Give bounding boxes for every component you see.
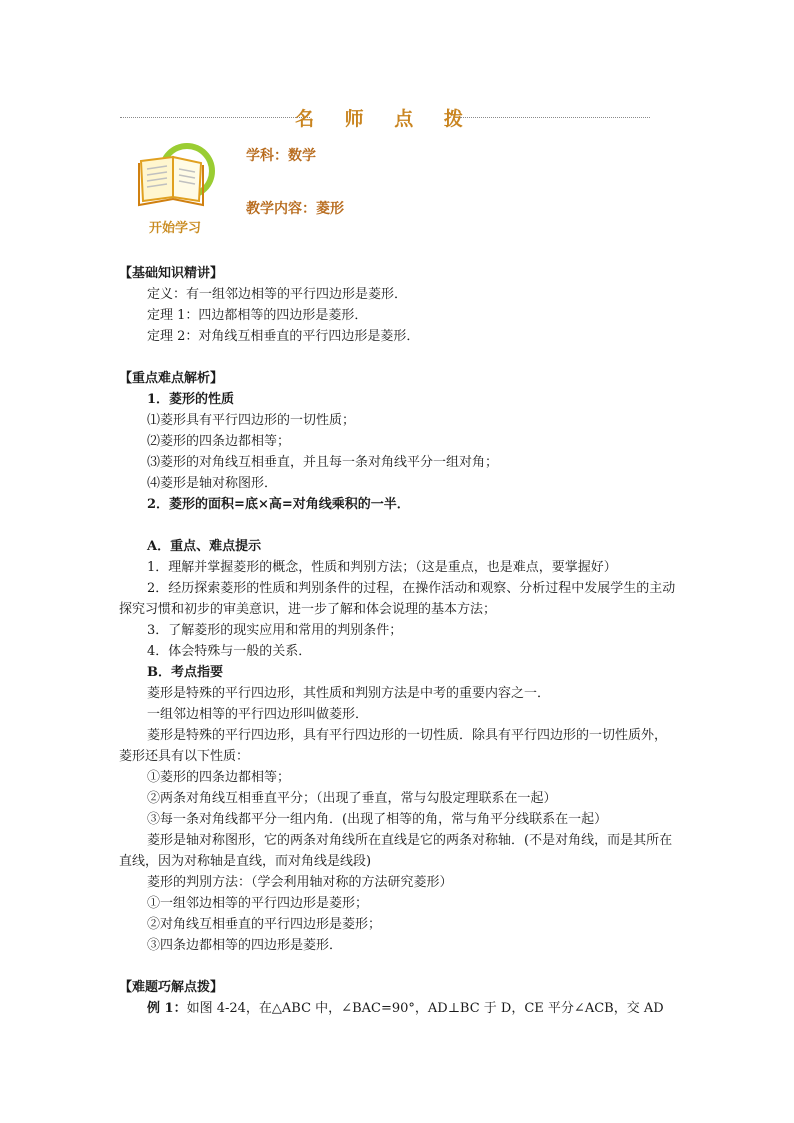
- section-basics-title: 【基础知识精讲】: [119, 266, 224, 281]
- section-key-points-title: 【重点难点解析】: [119, 371, 224, 386]
- list-item: ①一组邻边相等的平行四边形是菱形；: [147, 896, 369, 911]
- key-point-item: 4．体会特殊与一般的关系．: [147, 644, 312, 659]
- property-item: ⑷菱形是轴对称图形．: [147, 476, 278, 491]
- theorem-2-line: 定理 2：对角线互相垂直的平行四边形是菱形．: [147, 329, 420, 344]
- list-item: ③每一条对角线都平分一组内角．(出现了相等的角，常与角平分线联系在一起）: [147, 812, 608, 827]
- list-item: ③四条边都相等的四边形是菱形．: [147, 938, 343, 953]
- area-formula-heading: 2．菱形的面积=底×高=对角线乘积的一半．: [147, 497, 410, 512]
- start-learning-logo: [137, 141, 219, 237]
- example-label: 例 1：: [147, 1001, 187, 1016]
- key-point-item: 2．经历探索菱形的性质和判别条件的过程，在操作活动和观察、分析过程中发展学生的主动探究习惯和初步的审美意识，进一步了解和体会说理的基本方法；: [119, 581, 676, 617]
- example-1-line: [119, 998, 679, 1019]
- list-item: ②对角线互相垂直的平行四边形是菱形；: [147, 917, 382, 932]
- paragraph: 菱形的判別方法：（学会利用轴对称的方法研究菱形）: [147, 875, 453, 890]
- subject-label: 学科：数学: [246, 148, 316, 164]
- example-text: 如图 4-24，在△ABC 中，∠BAC=90°，AD⊥BC 于 D，CE 平分∠ACB，交 AD: [186, 1001, 664, 1016]
- paragraph: 菱形是特殊的平行四边形，其性质和判别方法是中考的重要内容之一．: [147, 686, 551, 701]
- document-body: [119, 263, 679, 1019]
- section-hard-problems-title: 【难题巧解点拨】: [119, 980, 224, 995]
- header-title: 名 师 点 拨: [295, 108, 475, 130]
- property-item: ⑵菱形的四条边都相等；: [147, 434, 291, 449]
- key-point-item: 3．了解菱形的现实应用和常用的判别条件；: [147, 623, 403, 638]
- header-divider-right: [460, 117, 650, 118]
- definition-line: 定义：有一组邻边相等的平行四边形是菱形．: [147, 287, 408, 302]
- subsection-a-title: A．重点、难点提示: [147, 539, 262, 554]
- property-item: ⑴菱形具有平行四边形的一切性质；: [147, 413, 356, 428]
- subsection-b-title: B．考点指要: [147, 665, 223, 680]
- logo-label: 开始学习: [149, 221, 202, 236]
- theorem-1-line: 定理 1：四边都相等的四边形是菱形．: [147, 308, 368, 323]
- content-label: 教学内容：菱形: [246, 201, 344, 217]
- property-item: ⑶菱形的对角线互相垂直，并且每一条对角线平分一组对角；: [147, 455, 499, 470]
- list-item: ①菱形的四条边都相等；: [147, 770, 291, 785]
- key-point-item: 1．理解并掌握菱形的概念，性质和判别方法；（这是重点，也是难点，要掌握好）: [147, 560, 617, 575]
- paragraph: 菱形是轴对称图形，它的两条对角线所在直线是它的两条对称轴．(不是对角线，而是其所在直线，因为对称轴是直线，而对角线是线段): [119, 833, 673, 869]
- paragraph: 菱形是特殊的平行四边形，具有平行四边形的一切性质．除具有平行四边形的一切性质外，菱形还具有以下性质：: [119, 728, 668, 764]
- list-item: ②两条对角线互相垂直平分；（出现了垂直，常与勾股定理联系在一起）: [147, 791, 557, 806]
- paragraph: 一组邻边相等的平行四边形叫做菱形．: [147, 707, 369, 722]
- page-header: [120, 104, 650, 130]
- properties-heading: 1．菱形的性质: [147, 392, 235, 407]
